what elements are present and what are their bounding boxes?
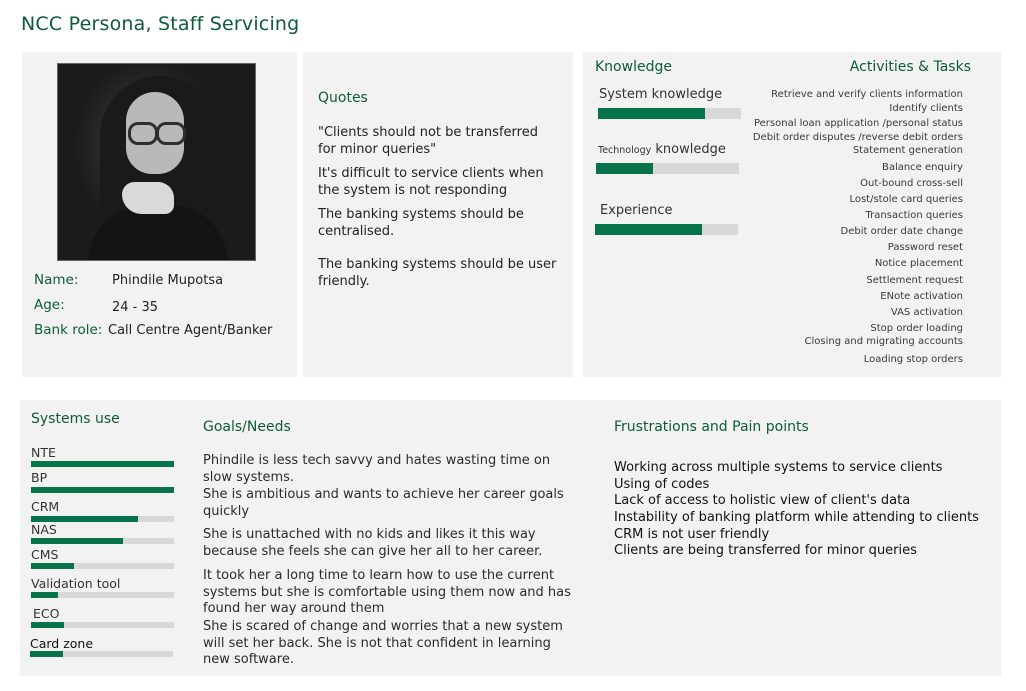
system-bar xyxy=(31,487,174,493)
goals-paragraph: She is scared of change and worries that a new system will set her back. She is not that confident in learning new software. xyxy=(203,619,563,668)
system-label: CRM xyxy=(31,499,60,514)
system-bar-fill xyxy=(30,651,63,657)
knowledge-bar xyxy=(598,108,741,119)
activity-item: Out-bound cross-sell xyxy=(860,178,963,189)
activity-item: Identify clients xyxy=(889,103,963,114)
frustration-item: CRM is not user friendly xyxy=(614,527,770,542)
quote-item: The banking systems should be centralised. xyxy=(318,207,524,239)
system-bar xyxy=(31,563,174,569)
goals-paragraph: It took her a long time to learn how to use the current systems but she is comfortable using them now and has found her way around them xyxy=(203,568,571,617)
goals-paragraph: Phindile is less tech savvy and hates wasting time on slow systems. xyxy=(203,453,551,485)
activity-item: Closing and migrating accounts xyxy=(804,336,963,347)
frustration-item: Working across multiple systems to service clients xyxy=(614,460,943,475)
knowledge-bar-fill xyxy=(595,224,702,235)
activity-item: Debit order date change xyxy=(840,226,963,237)
activity-item: Loading stop orders xyxy=(863,354,963,365)
knowledge-heading: Knowledge xyxy=(595,59,672,75)
quote-item: It's difficult to service clients when the system is not responding xyxy=(318,166,544,198)
quotes-panel xyxy=(303,52,573,377)
system-label: NTE xyxy=(31,445,56,460)
system-bar-fill xyxy=(31,461,174,467)
knowledge-bar-fill xyxy=(596,163,653,174)
activity-item: Debit order disputes /reverse debit orders xyxy=(752,132,963,143)
persona-photo xyxy=(57,63,256,261)
knowledge-bar xyxy=(596,163,739,174)
system-bar-fill xyxy=(31,592,58,598)
frustration-item: Lack of access to holistic view of client's data xyxy=(614,493,911,508)
frustration-item: Clients are being transferred for minor queries xyxy=(614,543,917,558)
system-bar xyxy=(30,651,173,657)
activities-heading: Activities & Tasks xyxy=(849,59,971,75)
system-label: Validation tool xyxy=(31,576,121,591)
activity-item: ENote activation xyxy=(880,291,963,302)
goals-paragraph: She is ambitious and wants to achieve her career goals quickly xyxy=(203,487,564,519)
name-label: Name: xyxy=(34,272,79,288)
knowledge-bar-fill xyxy=(598,108,705,119)
knowledge-label-main: knowledge xyxy=(655,142,726,157)
system-bar-fill xyxy=(31,622,64,628)
system-label: ECO xyxy=(33,606,60,621)
frustration-item: Instability of banking platform while attending to clients xyxy=(614,510,979,525)
bottom-panel xyxy=(20,400,1001,676)
knowledge-bar xyxy=(595,224,738,235)
activity-item: Settlement request xyxy=(866,275,963,286)
activity-item: Lost/stole card queries xyxy=(849,194,963,205)
system-bar-fill xyxy=(31,538,123,544)
system-label: NAS xyxy=(31,522,57,537)
name-value: Phindile Mupotsa xyxy=(112,273,224,288)
system-bar xyxy=(31,538,174,544)
activity-item: Stop order loading xyxy=(870,323,963,334)
system-label: Card zone xyxy=(30,636,94,651)
goals-paragraph: She is unattached with no kids and likes it this way because she feels she can give her all to her career. xyxy=(203,527,543,559)
activity-item: Statement generation xyxy=(852,145,963,156)
activity-item: Retrieve and verify clients information xyxy=(771,89,963,100)
system-bar xyxy=(31,461,174,467)
bank-role-value: Call Centre Agent/Banker xyxy=(108,323,273,338)
quotes-heading: Quotes xyxy=(318,90,368,106)
knowledge-activities-panel xyxy=(583,52,1001,377)
age-label: Age: xyxy=(34,297,65,313)
system-bar-fill xyxy=(31,487,174,493)
knowledge-label-small: Technology xyxy=(598,145,652,156)
activity-item: Balance enquiry xyxy=(881,162,963,173)
systems-use-heading: Systems use xyxy=(31,411,120,427)
bank-role-label: Bank role: xyxy=(34,322,103,338)
quote-item: The banking systems should be user friendly. xyxy=(318,257,557,289)
age-value: 24 - 35 xyxy=(112,300,159,315)
knowledge-label: System knowledge xyxy=(599,87,723,102)
quote-item: "Clients should not be transferred for minor queries" xyxy=(318,125,538,157)
page-title: NCC Persona, Staff Servicing xyxy=(21,13,300,35)
activity-item: Notice placement xyxy=(874,258,963,269)
frustration-item: Using of codes xyxy=(614,477,710,492)
activity-item: Transaction queries xyxy=(865,210,963,221)
profile-panel xyxy=(22,52,297,377)
system-bar xyxy=(31,592,174,598)
system-label: BP xyxy=(31,470,48,485)
frustrations-heading: Frustrations and Pain points xyxy=(614,419,809,435)
knowledge-label xyxy=(598,142,726,157)
system-bar xyxy=(31,622,174,628)
system-bar-fill xyxy=(31,563,74,569)
system-label: CMS xyxy=(31,547,59,562)
activity-item: Password reset xyxy=(887,242,963,253)
activity-item: Personal loan application /personal status xyxy=(753,118,963,129)
knowledge-label: Experience xyxy=(600,203,673,218)
goals-heading: Goals/Needs xyxy=(203,419,291,435)
activity-item: VAS activation xyxy=(890,307,963,318)
